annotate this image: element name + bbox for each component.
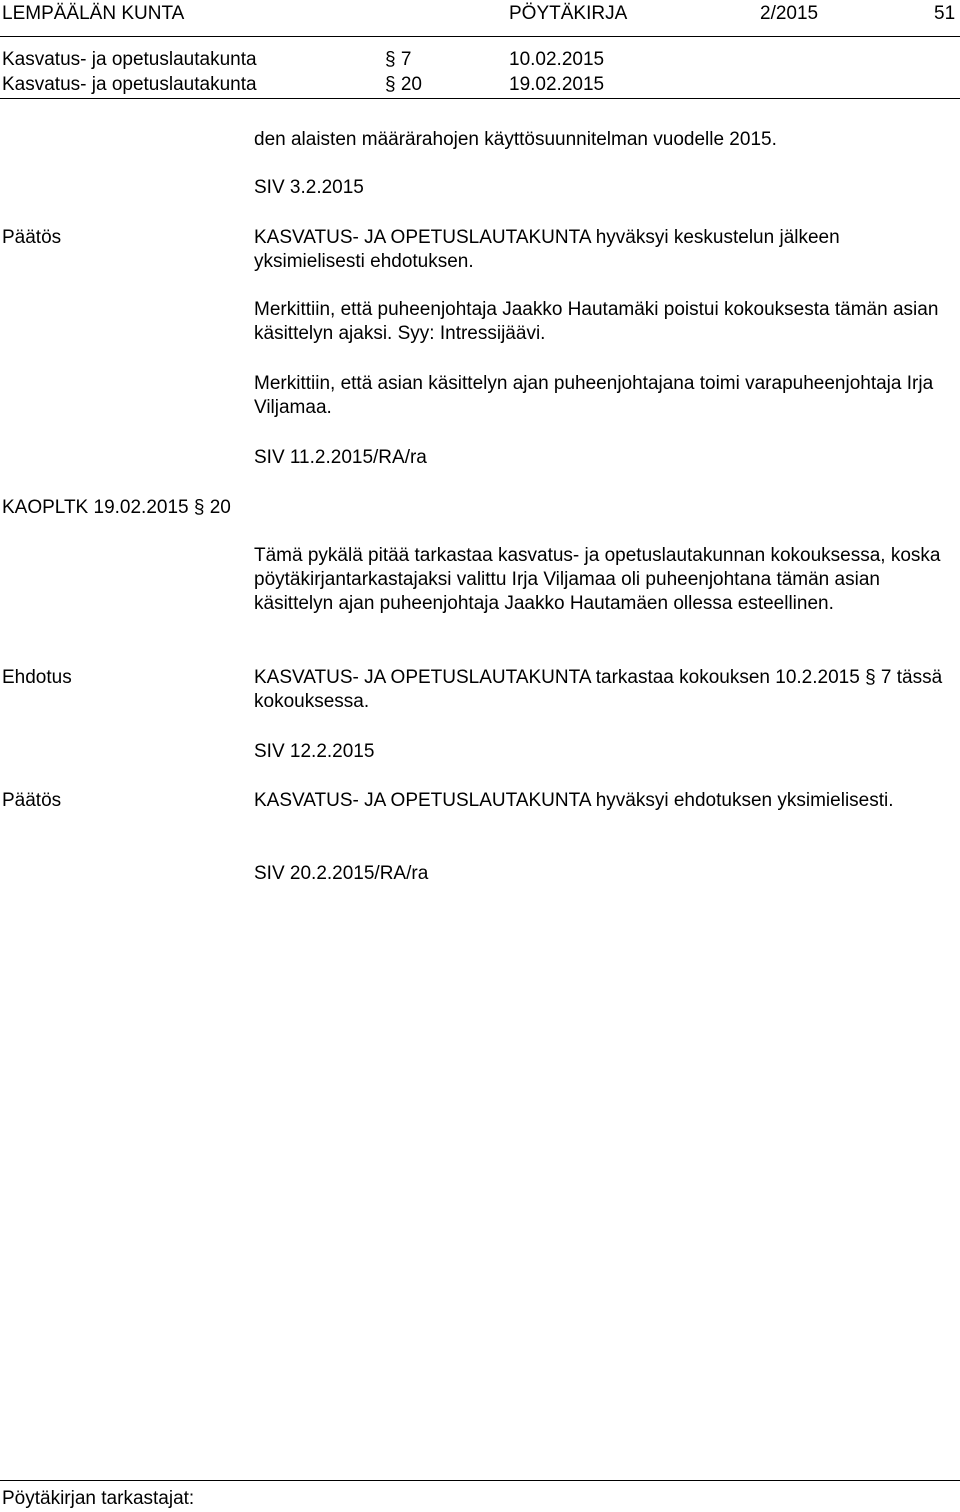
decision-1-label: Päätös [2, 227, 62, 248]
meeting-2-body: Kasvatus- ja opetuslautakunta [2, 74, 257, 95]
meeting-2-section: § 20 [385, 74, 422, 95]
decision-2-text: KASVATUS- JA OPETUSLAUTAKUNTA hyväksyi ehdotuksen yksimielisesti. [254, 790, 894, 811]
decision-2-label: Päätös [2, 790, 62, 811]
meetings-divider [0, 98, 960, 99]
decision-1-text: KASVATUS- JA OPETUSLAUTAKUNTA hyväksyi keskustelun jälkeen yksimielisesti ehdotuksen. [254, 227, 840, 272]
decision-1-note-2: Merkittiin, että asian käsittelyn ajan puheenjohtajana toimi varapuheenjohtaja Irja Viljamaa. [254, 373, 934, 418]
header-divider [0, 36, 960, 37]
meeting-1-date: 10.02.2015 [509, 49, 605, 70]
footer-divider [0, 1480, 960, 1481]
proposal-text: KASVATUS- JA OPETUSLAUTAKUNTA tarkastaa kokouksen 10.2.2015 § 7 tässä kokouksessa. [254, 667, 943, 712]
document-type: PÖYTÄKIRJA [509, 3, 628, 24]
inspectors-label: Pöytäkirjan tarkastajat: [2, 1488, 195, 1509]
siv-1: SIV 3.2.2015 [254, 177, 364, 198]
meeting-1-body: Kasvatus- ja opetuslautakunta [2, 49, 257, 70]
meeting-1-section: § 7 [385, 49, 412, 70]
proposal-label: Ehdotus [2, 667, 72, 688]
municipality-name: LEMPÄÄLÄN KUNTA [2, 3, 185, 24]
explanation-text: Tämä pykälä pitää tarkastaa kasvatus- ja opetuslautakunnan kokouksessa, koska pöytäkirjantarkastajaksi valittu Irja Viljamaa oli puheenjohtana tämän asian käsittelyn ajan puheenjohtaja Jaakko Hautamäen ollessa esteellinen. [254, 545, 941, 614]
intro-line: den alaisten määrärahojen käyttösuunnitelman vuodelle 2015. [254, 129, 777, 150]
decision-2-siv: SIV 20.2.2015/RA/ra [254, 863, 429, 884]
proposal-siv: SIV 12.2.2015 [254, 741, 375, 762]
meeting-2-date: 19.02.2015 [509, 74, 605, 95]
decision-1-note-1: Merkittiin, että puheenjohtaja Jaakko Hautamäki poistui kokouksesta tämän asian käsittelyn ajaksi. Syy: Intressijäävi. [254, 299, 939, 344]
decision-1-siv: SIV 11.2.2015/RA/ra [254, 447, 427, 468]
page-number: 51 [934, 3, 956, 24]
document-number: 2/2015 [760, 3, 819, 24]
section-reference: KAOPLTK 19.02.2015 § 20 [2, 497, 231, 518]
